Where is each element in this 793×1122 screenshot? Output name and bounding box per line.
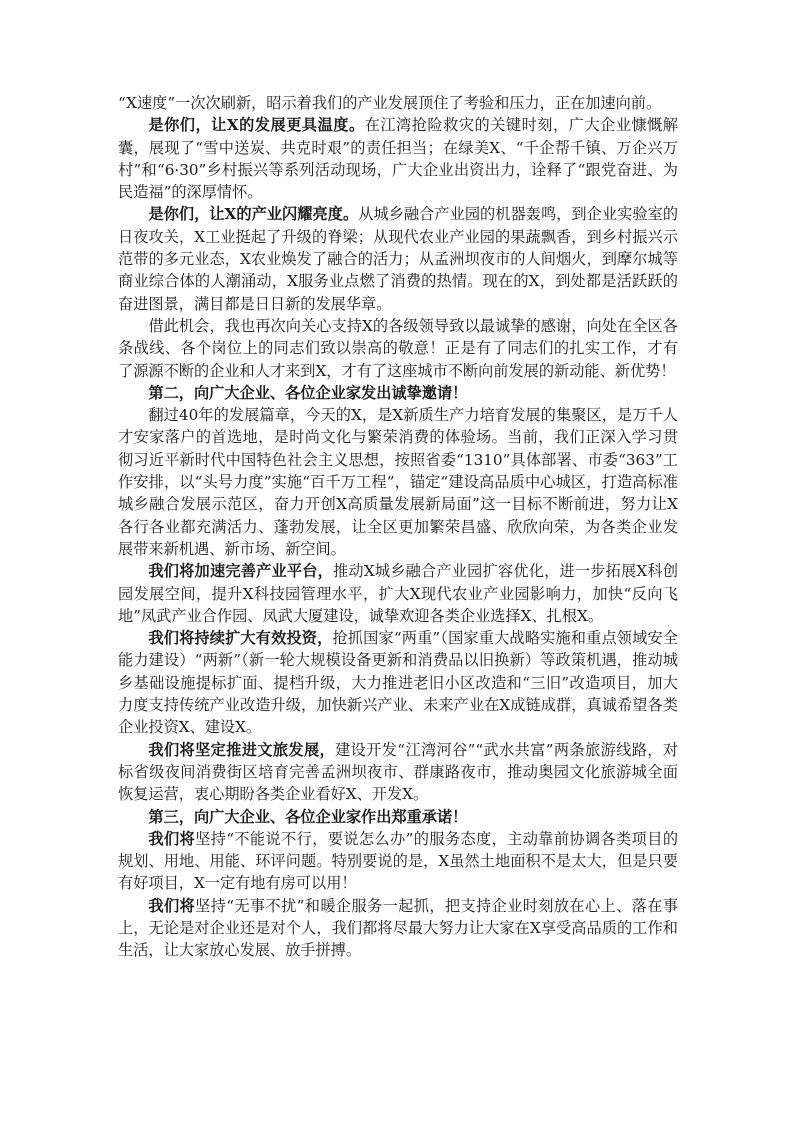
document-body	[118, 92, 678, 962]
paragraph-text: 在江湾抢险救灾的关键时刻，广大企业慷慨解囊，展现了“雪中送炭、共克时艰”的责任担当；在绿美X、“千企帮千镇、万企兴万村”和“6·30”乡村振兴等系列活动现场，广大企业出资出力，诠释了“跟党奋进、为民造福”的深厚情怀。	[118, 116, 678, 202]
paragraph-lead: 是你们，让X的产业闪耀亮度。	[148, 205, 359, 224]
paragraph-8	[118, 627, 678, 738]
paragraph-12	[118, 895, 678, 962]
paragraph-lead: 我们将持续扩大有效投资，	[148, 629, 333, 648]
paragraph-text: 抢抓国家“两重”（国家重大战略实施和重点领域安全能力建设）“两新”（新一轮大规模设备更新和消费品以旧换新）等政策机遇，推动城乡基础设施提标扩面、提档升级，大力推进老旧小区改造和“三旧”改造项目，加大力度支持传统产业改造升级，加快新兴产业、未来产业在X成链成群，真诚希望各类企业投资X、建设X。	[118, 629, 679, 737]
paragraph-9	[118, 739, 678, 806]
paragraph-lead: 是你们，让X的发展更具温度。	[148, 116, 365, 135]
paragraph-lead: 我们将坚定推进文旅发展，	[148, 740, 336, 759]
paragraph-text: 推动X城乡融合产业园扩容优化，进一步拓展X科创园发展空间，提升X科技园管理水平，扩大X现代农业产业园影响力，加快“反向飞地”凤武产业合作园、凤武大厦建设，诚挚欢迎各类企业选择X、扎根X。	[118, 562, 679, 625]
paragraph-lead: 我们将	[148, 829, 196, 848]
paragraph-4	[118, 315, 678, 382]
paragraph-text: 坚持“无事不扰”和暖企服务一起抓，把支持企业时刻放在心上、落在事上，无论是对企业还是对个人，我们都将尽最大努力让大家在X享受高品质的工作和生活，让大家放心发展、放手拼搏。	[118, 896, 679, 960]
paragraph-1	[118, 92, 678, 114]
paragraph-text: 从城乡融合产业园的机器轰鸣，到企业实验室的日夜攻关，X工业挺起了升级的脊梁；从现代农业产业园的果蔬飘香，到乡村振兴示范带的多元业态，X农业焕发了融合的活力；从孟洲坝夜市的人间烟火，到摩尔城等商业综合体的人潮涌动，X服务业点燃了消费的热情。现在的X，到处都是活跃跃的奋进图景，满目都是日日新的发展华章。	[118, 205, 679, 313]
paragraph-lead: 我们将加速完善产业平台，	[148, 562, 334, 581]
paragraph-text: 翻过40年的发展篇章，今天的X，是X新质生产力培育发展的集聚区，是万千人才安家落户的首选地，是时尚文化与繁荣消费的体验场。当前，我们正深入学习贯彻习近平新时代中国特色社会主义思想，按照省委“1310”具体部署、市委“363”工作安排，以“头号力度”实施“百千万工程”，锚定“建设高品质中心城区，打造高标准城乡融合发展示范区，奋力开创X高质量发展新局面”这一目标不断前进，努力让X各行各业都充满活力、蓬勃发展，让全区更加繁荣昌盛、欣欣向荣，为各类企业发展带来新机遇、新市场、新空间。	[118, 406, 678, 558]
section-heading-3: 第三，向广大企业、各位企业家作出郑重承诺！	[148, 807, 468, 826]
paragraph-7	[118, 560, 678, 627]
paragraph-text: 坚持“不能说不行，要说怎么办”的服务态度，主动靠前协调各类项目的规划、用地、用能、环评问题。特别要说的是，X虽然土地面积不是太大，但是只要有好项目，X一定有地有房可以用！	[118, 829, 679, 893]
paragraph-lead: 我们将	[148, 896, 196, 915]
paragraph-text: “X速度”一次次刷新，昭示着我们的产业发展顶住了考验和压力，正在加速向前。	[118, 94, 662, 112]
paragraph-text: 借此机会，我也再次向关心支持X的各级领导致以最诚挚的感谢，向处在全区各条战线、各个岗位上的同志们致以崇高的敬意！正是有了同志们的扎实工作，才有了源源不断的企业和人才来到X，才有了这座城市不断向前发展的新动能、新优势！	[118, 316, 678, 380]
paragraph-6	[118, 404, 678, 560]
paragraph-11	[118, 828, 678, 895]
paragraph-2	[118, 114, 678, 203]
paragraph-text: 建设开发“江湾河谷”“武水共富”两条旅游线路，对标省级夜间消费街区培育完善孟洲坝夜市、群康路夜市，推动奥园文化旅游城全面恢复运营，衷心期盼各类企业看好X、开发X。	[118, 740, 679, 804]
section-heading-2: 第二，向广大企业、各位企业家发出诚挚邀请！	[148, 383, 468, 402]
paragraph-3	[118, 203, 678, 314]
